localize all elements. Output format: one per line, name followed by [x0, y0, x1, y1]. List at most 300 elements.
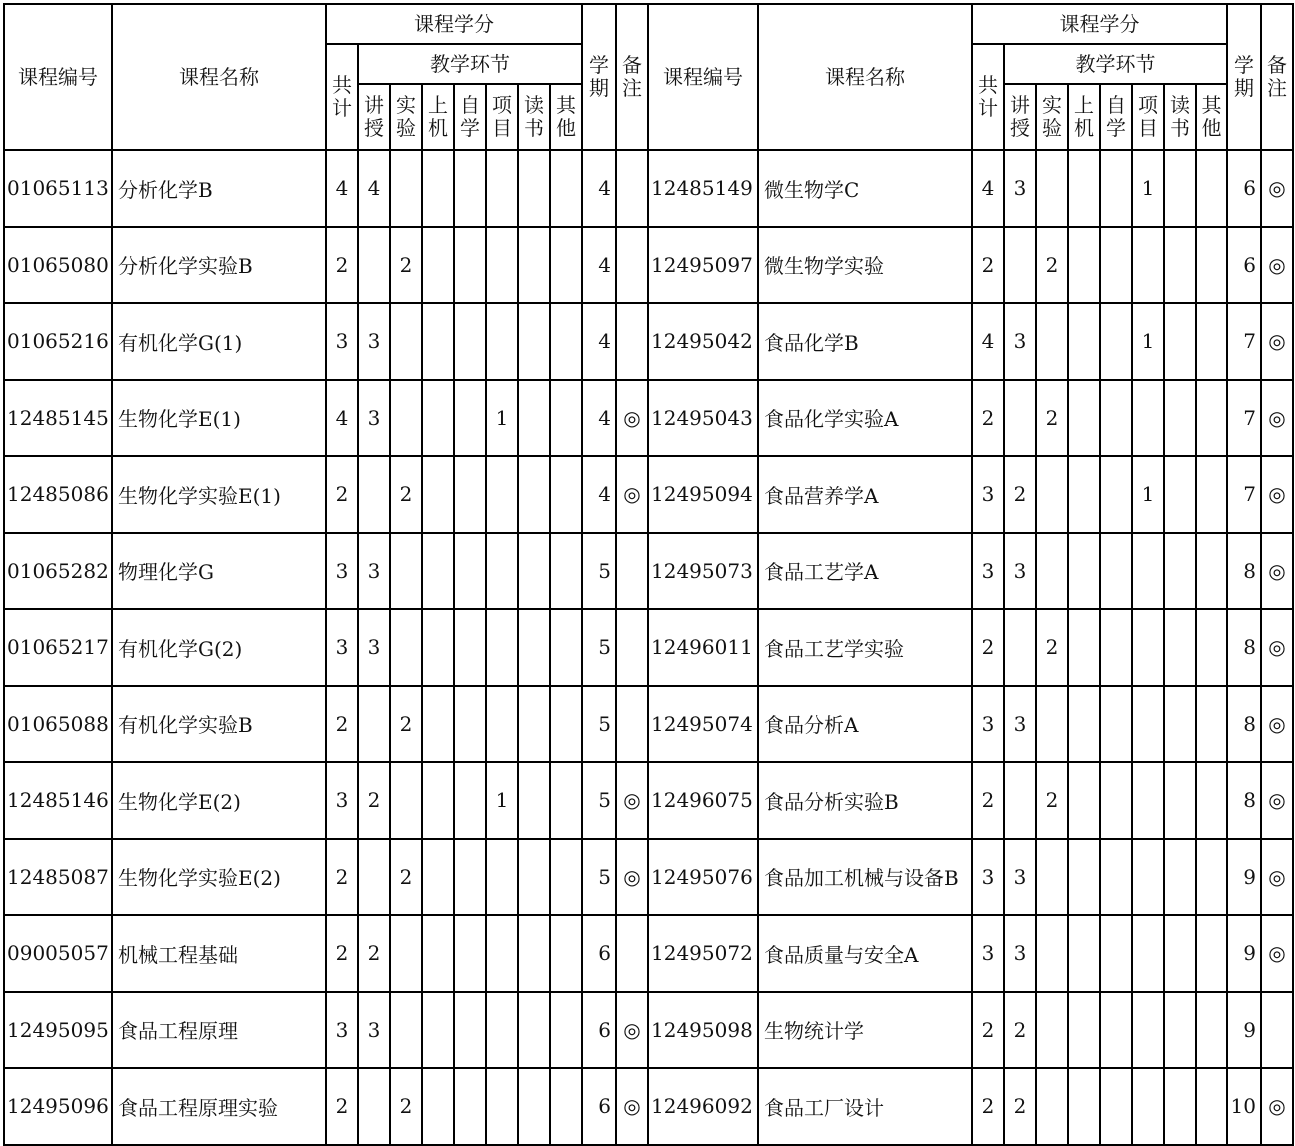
course-name-cell: 食品分析A	[758, 686, 972, 763]
other-credit-cell	[550, 227, 582, 304]
project-credit-cell	[1132, 533, 1164, 610]
course-name-cell: 物理化学G	[112, 533, 326, 610]
other-credit-cell	[1196, 303, 1227, 380]
remark-cell: ◎	[1261, 303, 1293, 380]
project-credit-cell	[486, 150, 518, 227]
computer-credit-cell	[1068, 533, 1100, 610]
project-credit-cell	[486, 915, 518, 992]
other-credit-cell	[550, 303, 582, 380]
semester-cell: 8	[1227, 533, 1261, 610]
table-row	[4, 533, 1293, 610]
computer-credit-cell	[422, 762, 454, 839]
semester-cell: 5	[582, 686, 616, 763]
other-credit-cell	[550, 762, 582, 839]
semester-cell: 6	[582, 915, 616, 992]
experiment-credit-cell: 2	[390, 227, 422, 304]
computer-credit-cell	[1068, 303, 1100, 380]
self-study-credit-cell	[454, 1068, 486, 1145]
remark-cell: ◎	[1261, 150, 1293, 227]
lecture-credit-cell: 2	[1004, 456, 1036, 533]
semester-cell: 4	[582, 227, 616, 304]
experiment-credit-cell	[1036, 456, 1068, 533]
semester-cell: 8	[1227, 762, 1261, 839]
reading-credit-cell	[518, 150, 550, 227]
experiment-credit-cell	[390, 609, 422, 686]
course-code-cell: 12485145	[4, 380, 112, 457]
lecture-credit-cell: 3	[1004, 533, 1036, 610]
course-name-cell: 食品工程原理实验	[112, 1068, 326, 1145]
self-study-credit-cell	[454, 992, 486, 1069]
course-name-cell: 有机化学实验B	[112, 686, 326, 763]
reading-credit-cell	[1164, 380, 1196, 457]
course-name-cell: 食品工艺学实验	[758, 609, 972, 686]
project-credit-cell	[1132, 227, 1164, 304]
computer-credit-cell	[1068, 456, 1100, 533]
total-credit-cell: 4	[326, 150, 358, 227]
total-credit-cell: 3	[972, 686, 1004, 763]
semester-cell: 10	[1227, 1068, 1261, 1145]
self-study-credit-cell	[1100, 609, 1132, 686]
remark-cell: ◎	[1261, 1068, 1293, 1145]
header-project-left: 项目	[486, 84, 518, 150]
computer-credit-cell	[422, 839, 454, 916]
self-study-credit-cell	[454, 380, 486, 457]
course-name-cell: 机械工程基础	[112, 915, 326, 992]
computer-credit-cell	[422, 456, 454, 533]
course-name-cell: 有机化学G(2)	[112, 609, 326, 686]
self-study-credit-cell	[454, 609, 486, 686]
total-credit-cell: 3	[326, 303, 358, 380]
total-credit-cell: 3	[972, 915, 1004, 992]
total-credit-cell: 3	[972, 839, 1004, 916]
other-credit-cell	[1196, 839, 1227, 916]
remark-cell: ◎	[1261, 686, 1293, 763]
course-code-cell: 12495095	[4, 992, 112, 1069]
project-credit-cell	[486, 227, 518, 304]
semester-cell: 6	[582, 992, 616, 1069]
remark-cell	[616, 150, 648, 227]
other-credit-cell	[1196, 227, 1227, 304]
self-study-credit-cell	[454, 762, 486, 839]
reading-credit-cell	[1164, 533, 1196, 610]
reading-credit-cell	[518, 762, 550, 839]
self-study-credit-cell	[1100, 762, 1132, 839]
header-self-study-left: 自学	[454, 84, 486, 150]
computer-credit-cell	[1068, 380, 1100, 457]
self-study-credit-cell	[1100, 686, 1132, 763]
project-credit-cell: 1	[1132, 303, 1164, 380]
header-remark-left: 备注	[616, 4, 648, 150]
self-study-credit-cell	[1100, 533, 1132, 610]
course-code-cell: 01065080	[4, 227, 112, 304]
course-code-cell: 01065088	[4, 686, 112, 763]
experiment-credit-cell	[390, 380, 422, 457]
course-name-cell: 食品化学实验A	[758, 380, 972, 457]
self-study-credit-cell	[1100, 839, 1132, 916]
table-row	[4, 839, 1293, 916]
experiment-credit-cell: 2	[1036, 227, 1068, 304]
semester-cell: 4	[582, 303, 616, 380]
project-credit-cell	[1132, 762, 1164, 839]
experiment-credit-cell: 2	[390, 839, 422, 916]
experiment-credit-cell: 2	[1036, 762, 1068, 839]
header-experiment-left: 实验	[390, 84, 422, 150]
reading-credit-cell	[518, 380, 550, 457]
course-name-cell: 分析化学实验B	[112, 227, 326, 304]
total-credit-cell: 3	[326, 762, 358, 839]
semester-cell: 6	[582, 1068, 616, 1145]
course-code-cell: 12485086	[4, 456, 112, 533]
reading-credit-cell	[1164, 915, 1196, 992]
header-course-code-left: 课程编号	[4, 4, 112, 150]
semester-cell: 4	[582, 456, 616, 533]
self-study-credit-cell	[1100, 303, 1132, 380]
reading-credit-cell	[518, 686, 550, 763]
project-credit-cell	[1132, 609, 1164, 686]
project-credit-cell	[1132, 915, 1164, 992]
remark-cell: ◎	[1261, 609, 1293, 686]
semester-cell: 9	[1227, 915, 1261, 992]
header-self-study-right: 自学	[1100, 84, 1132, 150]
header-total-left: 共计	[326, 44, 358, 150]
project-credit-cell	[1132, 839, 1164, 916]
semester-cell: 8	[1227, 609, 1261, 686]
total-credit-cell: 2	[326, 227, 358, 304]
reading-credit-cell	[1164, 456, 1196, 533]
reading-credit-cell	[518, 992, 550, 1069]
header-teaching-links-left: 教学环节	[358, 44, 582, 84]
self-study-credit-cell	[454, 456, 486, 533]
course-code-cell: 12495072	[648, 915, 758, 992]
header-computer-right: 上机	[1068, 84, 1100, 150]
course-name-cell: 食品营养学A	[758, 456, 972, 533]
course-code-cell: 12495096	[4, 1068, 112, 1145]
course-code-cell: 12495043	[648, 380, 758, 457]
course-code-cell: 12495097	[648, 227, 758, 304]
self-study-credit-cell	[1100, 227, 1132, 304]
self-study-credit-cell	[1100, 150, 1132, 227]
course-name-cell: 分析化学B	[112, 150, 326, 227]
experiment-credit-cell: 2	[1036, 609, 1068, 686]
computer-credit-cell	[1068, 1068, 1100, 1145]
other-credit-cell	[550, 1068, 582, 1145]
computer-credit-cell	[1068, 915, 1100, 992]
reading-credit-cell	[518, 839, 550, 916]
other-credit-cell	[1196, 915, 1227, 992]
total-credit-cell: 4	[972, 303, 1004, 380]
total-credit-cell: 2	[326, 839, 358, 916]
reading-credit-cell	[518, 227, 550, 304]
total-credit-cell: 2	[972, 1068, 1004, 1145]
project-credit-cell	[486, 456, 518, 533]
project-credit-cell: 1	[486, 762, 518, 839]
lecture-credit-cell: 3	[358, 992, 390, 1069]
course-name-cell: 食品分析实验B	[758, 762, 972, 839]
project-credit-cell	[486, 686, 518, 763]
semester-cell: 9	[1227, 992, 1261, 1069]
project-credit-cell: 1	[1132, 456, 1164, 533]
course-name-cell: 食品加工机械与设备B	[758, 839, 972, 916]
self-study-credit-cell	[1100, 1068, 1132, 1145]
course-code-cell: 12485146	[4, 762, 112, 839]
reading-credit-cell	[1164, 150, 1196, 227]
experiment-credit-cell	[390, 150, 422, 227]
course-name-cell: 微生物学实验	[758, 227, 972, 304]
other-credit-cell	[550, 456, 582, 533]
total-credit-cell: 2	[326, 1068, 358, 1145]
computer-credit-cell	[422, 380, 454, 457]
other-credit-cell	[550, 992, 582, 1069]
self-study-credit-cell	[1100, 456, 1132, 533]
header-credits-left: 课程学分	[326, 4, 582, 44]
lecture-credit-cell: 2	[358, 762, 390, 839]
experiment-credit-cell: 2	[390, 1068, 422, 1145]
semester-cell: 4	[582, 380, 616, 457]
project-credit-cell	[1132, 380, 1164, 457]
total-credit-cell: 2	[972, 762, 1004, 839]
other-credit-cell	[550, 380, 582, 457]
other-credit-cell	[550, 609, 582, 686]
reading-credit-cell	[1164, 839, 1196, 916]
course-code-cell: 12496075	[648, 762, 758, 839]
other-credit-cell	[1196, 150, 1227, 227]
course-credit-table	[3, 3, 1294, 1146]
self-study-credit-cell	[454, 839, 486, 916]
lecture-credit-cell: 3	[358, 533, 390, 610]
other-credit-cell	[550, 686, 582, 763]
project-credit-cell	[486, 1068, 518, 1145]
header-remark-right: 备注	[1261, 4, 1293, 150]
course-name-cell: 有机化学G(1)	[112, 303, 326, 380]
lecture-credit-cell	[358, 686, 390, 763]
course-code-cell: 12485149	[648, 150, 758, 227]
total-credit-cell: 2	[326, 456, 358, 533]
other-credit-cell	[550, 150, 582, 227]
lecture-credit-cell: 3	[1004, 686, 1036, 763]
table-row	[4, 762, 1293, 839]
course-code-cell: 12495073	[648, 533, 758, 610]
lecture-credit-cell	[1004, 380, 1036, 457]
other-credit-cell	[550, 915, 582, 992]
total-credit-cell: 2	[326, 686, 358, 763]
lecture-credit-cell	[358, 1068, 390, 1145]
semester-cell: 5	[582, 839, 616, 916]
computer-credit-cell	[1068, 762, 1100, 839]
semester-cell: 6	[1227, 150, 1261, 227]
course-code-cell: 09005057	[4, 915, 112, 992]
total-credit-cell: 4	[972, 150, 1004, 227]
course-code-cell: 12495094	[648, 456, 758, 533]
remark-cell: ◎	[1261, 533, 1293, 610]
project-credit-cell	[486, 839, 518, 916]
other-credit-cell	[1196, 762, 1227, 839]
reading-credit-cell	[518, 303, 550, 380]
course-name-cell: 食品工程原理	[112, 992, 326, 1069]
course-name-cell: 生物化学E(1)	[112, 380, 326, 457]
course-name-cell: 生物化学实验E(1)	[112, 456, 326, 533]
header-computer-left: 上机	[422, 84, 454, 150]
experiment-credit-cell: 2	[390, 686, 422, 763]
lecture-credit-cell: 3	[1004, 150, 1036, 227]
other-credit-cell	[1196, 686, 1227, 763]
total-credit-cell: 3	[972, 456, 1004, 533]
remark-cell: ◎	[616, 762, 648, 839]
course-code-cell: 12495076	[648, 839, 758, 916]
course-code-cell: 01065282	[4, 533, 112, 610]
remark-cell: ◎	[1261, 915, 1293, 992]
remark-cell: ◎	[616, 1068, 648, 1145]
other-credit-cell	[1196, 533, 1227, 610]
computer-credit-cell	[422, 1068, 454, 1145]
lecture-credit-cell: 3	[1004, 839, 1036, 916]
other-credit-cell	[1196, 1068, 1227, 1145]
course-name-cell: 生物化学实验E(2)	[112, 839, 326, 916]
total-credit-cell: 3	[326, 533, 358, 610]
remark-cell: ◎	[1261, 839, 1293, 916]
total-credit-cell: 2	[972, 609, 1004, 686]
semester-cell: 8	[1227, 686, 1261, 763]
header-total-right: 共计	[972, 44, 1004, 150]
lecture-credit-cell	[358, 227, 390, 304]
course-name-cell: 食品工厂设计	[758, 1068, 972, 1145]
self-study-credit-cell	[1100, 380, 1132, 457]
remark-cell	[616, 533, 648, 610]
project-credit-cell	[486, 609, 518, 686]
semester-cell: 7	[1227, 456, 1261, 533]
table-row	[4, 456, 1293, 533]
course-code-cell: 12495098	[648, 992, 758, 1069]
experiment-credit-cell: 2	[1036, 380, 1068, 457]
table-header	[4, 4, 1293, 150]
computer-credit-cell	[1068, 227, 1100, 304]
table-row	[4, 686, 1293, 763]
computer-credit-cell	[422, 609, 454, 686]
remark-cell: ◎	[616, 380, 648, 457]
lecture-credit-cell	[1004, 227, 1036, 304]
semester-cell: 4	[582, 150, 616, 227]
course-code-cell: 01065217	[4, 609, 112, 686]
course-name-cell: 生物化学E(2)	[112, 762, 326, 839]
header-semester-left: 学期	[582, 4, 616, 150]
computer-credit-cell	[422, 227, 454, 304]
other-credit-cell	[550, 839, 582, 916]
self-study-credit-cell	[454, 150, 486, 227]
self-study-credit-cell	[454, 915, 486, 992]
project-credit-cell	[1132, 1068, 1164, 1145]
course-code-cell: 12496092	[648, 1068, 758, 1145]
experiment-credit-cell	[390, 915, 422, 992]
remark-cell	[616, 915, 648, 992]
reading-credit-cell	[518, 915, 550, 992]
course-code-cell: 12485087	[4, 839, 112, 916]
computer-credit-cell	[1068, 150, 1100, 227]
header-other-right: 其他	[1196, 84, 1227, 150]
total-credit-cell: 3	[972, 533, 1004, 610]
reading-credit-cell	[1164, 303, 1196, 380]
table-body	[4, 150, 1293, 1145]
reading-credit-cell	[518, 609, 550, 686]
experiment-credit-cell	[1036, 303, 1068, 380]
computer-credit-cell	[422, 533, 454, 610]
reading-credit-cell	[518, 533, 550, 610]
course-name-cell: 食品工艺学A	[758, 533, 972, 610]
header-credits-right: 课程学分	[972, 4, 1227, 44]
table-row	[4, 609, 1293, 686]
other-credit-cell	[1196, 609, 1227, 686]
table-row	[4, 227, 1293, 304]
reading-credit-cell	[1164, 762, 1196, 839]
computer-credit-cell	[1068, 609, 1100, 686]
total-credit-cell: 4	[326, 380, 358, 457]
other-credit-cell	[1196, 456, 1227, 533]
course-code-cell: 12495074	[648, 686, 758, 763]
project-credit-cell	[486, 303, 518, 380]
reading-credit-cell	[518, 456, 550, 533]
computer-credit-cell	[422, 150, 454, 227]
course-code-cell: 01065216	[4, 303, 112, 380]
self-study-credit-cell	[454, 303, 486, 380]
project-credit-cell	[1132, 686, 1164, 763]
course-name-cell: 微生物学C	[758, 150, 972, 227]
remark-cell	[1261, 992, 1293, 1069]
table-row	[4, 915, 1293, 992]
header-course-name-left: 课程名称	[112, 4, 326, 150]
self-study-credit-cell	[1100, 915, 1132, 992]
header-course-code-right: 课程编号	[648, 4, 758, 150]
project-credit-cell	[1132, 992, 1164, 1069]
table-row	[4, 1068, 1293, 1145]
lecture-credit-cell	[1004, 609, 1036, 686]
experiment-credit-cell	[390, 992, 422, 1069]
other-credit-cell	[1196, 380, 1227, 457]
table-row	[4, 303, 1293, 380]
other-credit-cell	[550, 533, 582, 610]
remark-cell	[616, 303, 648, 380]
self-study-credit-cell	[454, 533, 486, 610]
lecture-credit-cell: 3	[358, 380, 390, 457]
course-name-cell: 生物统计学	[758, 992, 972, 1069]
total-credit-cell: 2	[326, 915, 358, 992]
computer-credit-cell	[422, 992, 454, 1069]
course-code-cell: 01065113	[4, 150, 112, 227]
experiment-credit-cell	[1036, 915, 1068, 992]
remark-cell: ◎	[616, 456, 648, 533]
experiment-credit-cell	[390, 303, 422, 380]
computer-credit-cell	[422, 686, 454, 763]
header-reading-right: 读书	[1164, 84, 1196, 150]
lecture-credit-cell: 2	[358, 915, 390, 992]
experiment-credit-cell	[1036, 992, 1068, 1069]
computer-credit-cell	[1068, 839, 1100, 916]
computer-credit-cell	[1068, 686, 1100, 763]
table-row	[4, 150, 1293, 227]
semester-cell: 7	[1227, 380, 1261, 457]
experiment-credit-cell	[390, 762, 422, 839]
semester-cell: 5	[582, 609, 616, 686]
header-other-left: 其他	[550, 84, 582, 150]
project-credit-cell: 1	[486, 380, 518, 457]
project-credit-cell: 1	[1132, 150, 1164, 227]
project-credit-cell	[486, 533, 518, 610]
remark-cell: ◎	[1261, 227, 1293, 304]
header-reading-left: 读书	[518, 84, 550, 150]
course-code-cell: 12496011	[648, 609, 758, 686]
reading-credit-cell	[1164, 609, 1196, 686]
table-row	[4, 380, 1293, 457]
remark-cell: ◎	[616, 839, 648, 916]
remark-cell: ◎	[616, 992, 648, 1069]
semester-cell: 9	[1227, 839, 1261, 916]
